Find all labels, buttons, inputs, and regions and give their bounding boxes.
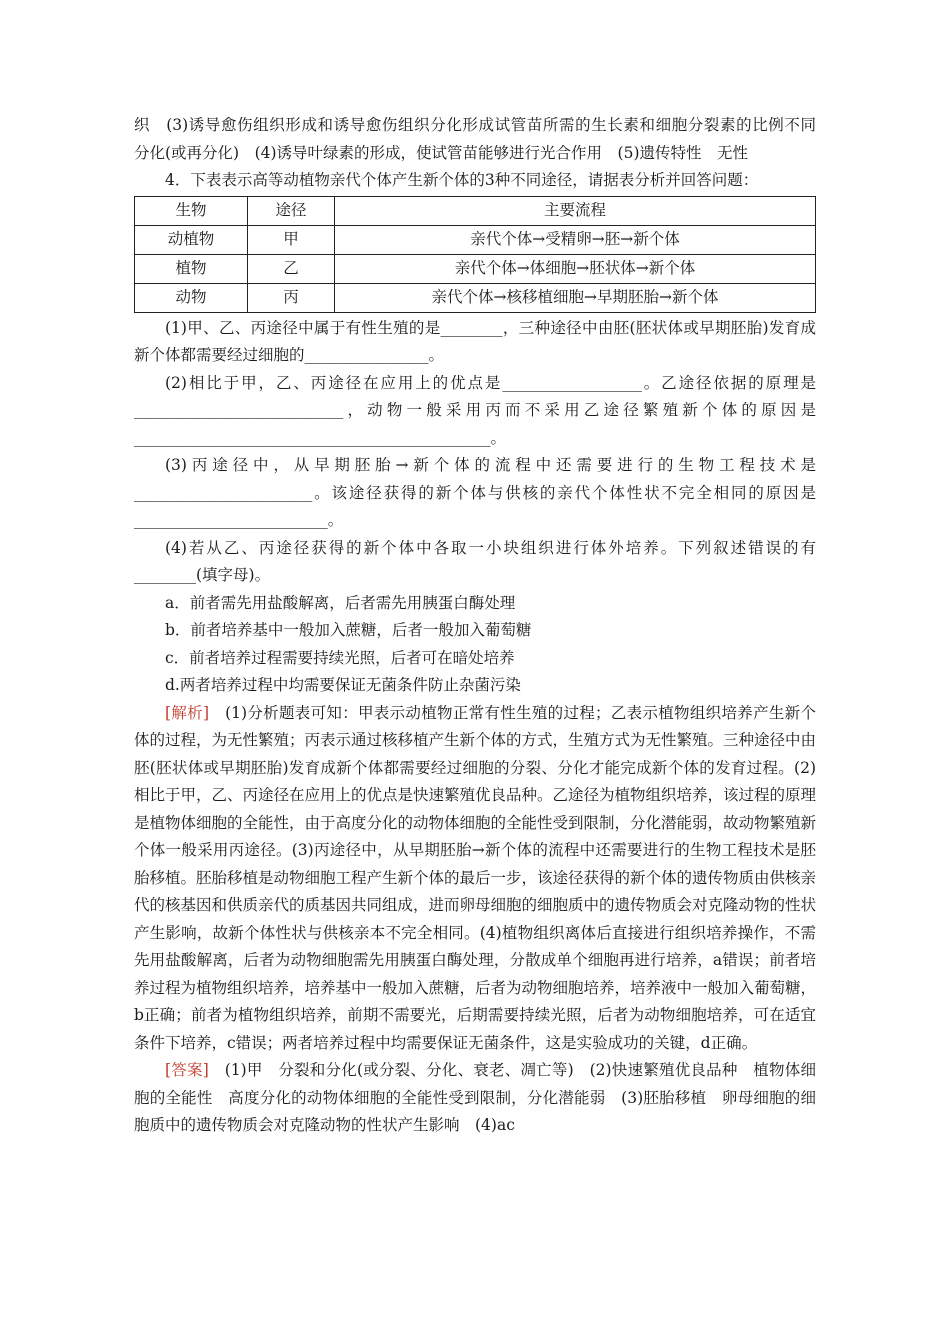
table-cell: 丙 xyxy=(248,283,335,312)
analysis-text: (1)分析题表可知：甲表示动植物正常有性生殖的过程；乙表示植物组织培养产生新个体的过程，为无性繁殖；丙表示通过核移植产生新个体的方式，生殖方式为无性繁殖。三种途径中由胚(胚状体或早期胚胎)发育成新个体都需要经过细胞的分裂、分化才能完成新个体的发育过程。(2)相比于甲，乙、丙途径在应用上的优点是快速繁殖优良品种。乙途径为植物组织培养，该过程的原理是植物体细胞的全能性，由于高度分化的动物体细胞的全能性受到限制，分化潜能弱，故动物繁殖新个体一般采用丙途径。(3)丙途径中，从早期胚胎→新个体的流程中还需要进行的生物工程技术是胚胎移植。胚胎移植是动物细胞工程产生新个体的最后一步，该途径获得的新个体的遗传物质由供核亲代的核基因和供质亲代的质基因共同组成，进而卵母细胞的细胞质中的遗传物质会对克隆动物的性状产生影响，故新个体性状与供核亲本不完全相同。(4)植物组织离体后直接进行组织培养操作，不需先用盐酸解离，后者为动物细胞需先用胰蛋白酶处理，分散成单个细胞再进行培养，a错误；前者培养过程为植物组织培养，培养基中一般加入蔗糖，后者为动物细胞培养，培养液中一般加入葡萄糖，b正确；前者为植物组织培养，前期不需要光，后期需要持续光照，后者为动物细胞培养，可在适宜条件下培养，c错误；两者培养过程中均需要保证无菌条件，这是实验成功的关键，d正确。 xyxy=(134,703,817,1052)
table-cell: 甲 xyxy=(248,225,335,254)
table-row xyxy=(135,254,816,283)
answer-paragraph xyxy=(134,1057,816,1140)
pathway-table xyxy=(134,196,816,313)
option-d: d.两者培养过程中均需要保证无菌条件防止杂菌污染 xyxy=(165,676,521,694)
question-stem: 4．下表表示高等动植物亲代个体产生新个体的3种不同途径，请据表分析并回答问题： xyxy=(165,171,759,189)
table-cell: 动物 xyxy=(135,283,248,312)
table-row xyxy=(135,283,816,312)
table-header-row xyxy=(135,196,816,225)
answer-text: (1)甲 分裂和分化(或分裂、分化、衰老、凋亡等) (2)快速繁殖优良品种 植物体细胞的全能性 高度分化的动物体细胞的全能性受到限制，分化潜能弱 (3)胚胎移植 卵母细胞的细胞质中的遗传物质会对克隆动物的性状产生影响 (4)ac xyxy=(134,1061,816,1134)
analysis-tag: [解析] xyxy=(165,703,210,722)
intro-answer: 织 (3)诱导愈伤组织形成和诱导愈伤组织分化形成试管苗所需的生长素和细胞分裂素的比例不同 分化(或再分化) (4)诱导叶绿素的形成，使试管苗能够进行光合作用 (5)遗传特性 无性 xyxy=(134,116,832,162)
table-cell: 亲代个体→受精卵→胚→新个体 xyxy=(335,225,816,254)
table-cell: 亲代个体→核移植细胞→早期胚胎→新个体 xyxy=(335,283,816,312)
table-header: 途径 xyxy=(248,196,335,225)
table-cell: 乙 xyxy=(248,254,335,283)
table-cell: 动植物 xyxy=(135,225,248,254)
option-b: b．前者培养基中一般加入蔗糖，后者一般加入葡萄糖 xyxy=(165,621,532,639)
document-page xyxy=(134,112,832,1140)
table-header: 生物 xyxy=(135,196,248,225)
table-row xyxy=(135,225,816,254)
question-3: (3)丙途径中，从早期胚胎→新个体的流程中还需要进行的生物工程技术是_______________________。该途径获得的新个体与供核的亲代个体性状不完全相同的原因是_________________________。 xyxy=(134,456,816,529)
question-4: (4)若从乙、丙途径获得的新个体中各取一小块组织进行体外培养。下列叙述错误的有________(填字母)。 xyxy=(134,538,816,584)
question-1: (1)甲、乙、丙途径中属于有性生殖的是________，三种途径中由胚(胚状体或早期胚胎)发育成新个体都需要经过细胞的________________。 xyxy=(134,318,816,364)
option-c: c．前者培养过程需要持续光照，后者可在暗处培养 xyxy=(165,648,515,667)
question-2: (2)相比于甲，乙、丙途径在应用上的优点是__________________。乙途径依据的原理是___________________________，动物一般采用丙而不采用乙途径繁殖新个体的原因是______________________________________________。 xyxy=(134,373,816,447)
analysis-paragraph xyxy=(134,700,816,1058)
table-header: 主要流程 xyxy=(335,196,816,225)
answer-tag: [答案] xyxy=(165,1061,209,1079)
option-a: a．前者需先用盐酸解离，后者需先用胰蛋白酶处理 xyxy=(165,593,516,612)
table-cell: 亲代个体→体细胞→胚状体→新个体 xyxy=(335,254,816,283)
table-cell: 植物 xyxy=(135,254,248,283)
